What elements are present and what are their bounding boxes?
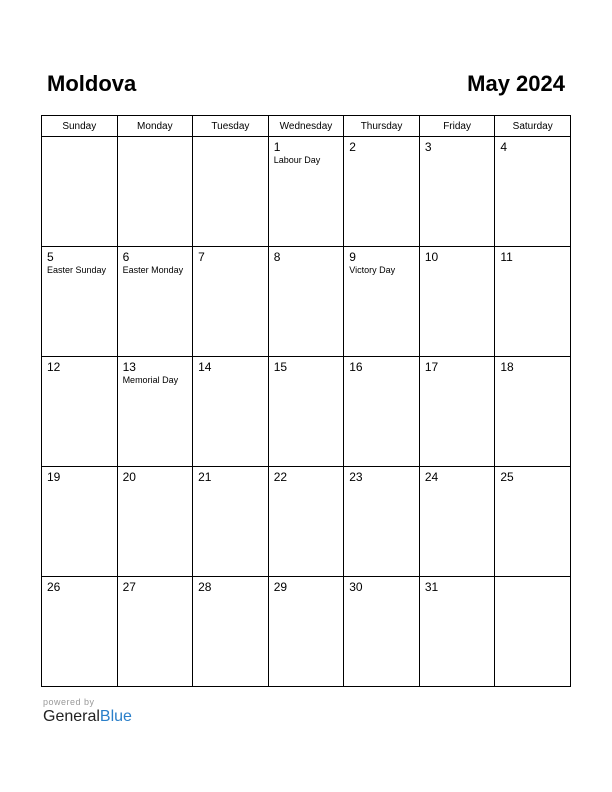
weekday-tuesday: Tuesday <box>193 116 269 137</box>
day-number: 19 <box>47 470 61 484</box>
day-cell <box>419 137 495 247</box>
day-number: 1 <box>273 140 281 154</box>
holiday-label: Easter Sunday <box>47 265 107 275</box>
day-cell <box>117 577 193 687</box>
day-number: 24 <box>424 470 439 484</box>
day-number <box>193 137 268 140</box>
weekday-monday: Monday <box>117 116 193 137</box>
day-cell <box>344 467 420 577</box>
country-title: Moldova <box>47 71 137 96</box>
day-cell <box>495 467 571 577</box>
day-cell <box>495 357 571 467</box>
day-number: 13 <box>122 360 136 374</box>
day-cell <box>495 247 571 357</box>
day-number: 7 <box>198 250 205 264</box>
day-number <box>495 577 570 580</box>
day-number: 4 <box>500 140 508 154</box>
day-cell <box>193 247 269 357</box>
day-cell <box>268 467 344 577</box>
day-cell <box>42 137 118 247</box>
calendar-grid <box>41 115 571 687</box>
day-number: 16 <box>349 360 363 374</box>
day-cell <box>268 357 344 467</box>
brand-logo <box>43 708 132 726</box>
month-title: May 2024 <box>467 71 565 96</box>
day-number: 17 <box>424 360 439 374</box>
day-cell <box>344 357 420 467</box>
weekday-wednesday: Wednesday <box>268 116 344 137</box>
day-cell <box>42 577 118 687</box>
powered-by-text: powered by <box>43 697 95 707</box>
day-number: 26 <box>47 580 61 594</box>
day-cell <box>268 137 344 247</box>
holiday-label: Victory Day <box>349 265 396 275</box>
brand-general: General <box>43 708 100 725</box>
day-number: 11 <box>500 250 513 264</box>
holiday-label: Easter Monday <box>122 265 184 275</box>
day-number: 3 <box>424 140 432 154</box>
footer <box>43 697 132 726</box>
day-cell <box>193 577 269 687</box>
day-number: 12 <box>47 360 61 374</box>
day-number: 21 <box>198 470 212 484</box>
day-number: 29 <box>273 580 288 594</box>
day-number: 31 <box>424 580 439 594</box>
day-number: 30 <box>349 580 363 594</box>
day-number: 23 <box>349 470 363 484</box>
day-cell <box>42 357 118 467</box>
day-cell <box>268 577 344 687</box>
day-number: 5 <box>47 250 54 264</box>
day-cell <box>117 247 193 357</box>
day-number: 15 <box>273 360 288 374</box>
brand-blue: Blue <box>99 708 132 725</box>
day-cell <box>419 357 495 467</box>
week-row <box>42 467 571 577</box>
week-row <box>42 577 571 687</box>
day-cell <box>419 467 495 577</box>
holiday-label: Labour Day <box>273 155 321 165</box>
week-row <box>42 357 571 467</box>
day-number: 2 <box>349 140 356 154</box>
weekday-friday: Friday <box>419 116 495 137</box>
day-cell <box>117 467 193 577</box>
day-cell <box>344 577 420 687</box>
day-cell <box>495 137 571 247</box>
day-number: 18 <box>500 360 514 374</box>
weekday-sunday: Sunday <box>42 116 118 137</box>
day-cell <box>419 247 495 357</box>
day-number: 25 <box>500 470 514 484</box>
day-number: 14 <box>198 360 212 374</box>
day-number: 6 <box>122 250 130 264</box>
day-number <box>42 137 117 140</box>
day-cell <box>117 137 193 247</box>
day-number: 9 <box>349 250 356 264</box>
weekday-saturday: Saturday <box>495 116 571 137</box>
day-cell <box>419 577 495 687</box>
day-cell <box>193 137 269 247</box>
week-row <box>42 247 571 357</box>
day-number: 28 <box>198 580 212 594</box>
day-cell <box>42 247 118 357</box>
holiday-label: Memorial Day <box>122 375 179 385</box>
day-cell <box>495 577 571 687</box>
day-cell <box>344 137 420 247</box>
day-number: 20 <box>122 470 136 484</box>
day-cell <box>193 467 269 577</box>
weekday-thursday: Thursday <box>344 116 420 137</box>
day-number: 8 <box>273 250 281 264</box>
day-cell <box>117 357 193 467</box>
day-number <box>118 137 193 140</box>
day-cell <box>193 357 269 467</box>
day-cell <box>42 467 118 577</box>
day-number: 27 <box>122 580 136 594</box>
day-number: 22 <box>273 470 288 484</box>
day-cell <box>268 247 344 357</box>
week-row <box>42 137 571 247</box>
day-cell <box>344 247 420 357</box>
day-number: 10 <box>424 250 439 264</box>
weekday-header-row <box>42 116 571 137</box>
